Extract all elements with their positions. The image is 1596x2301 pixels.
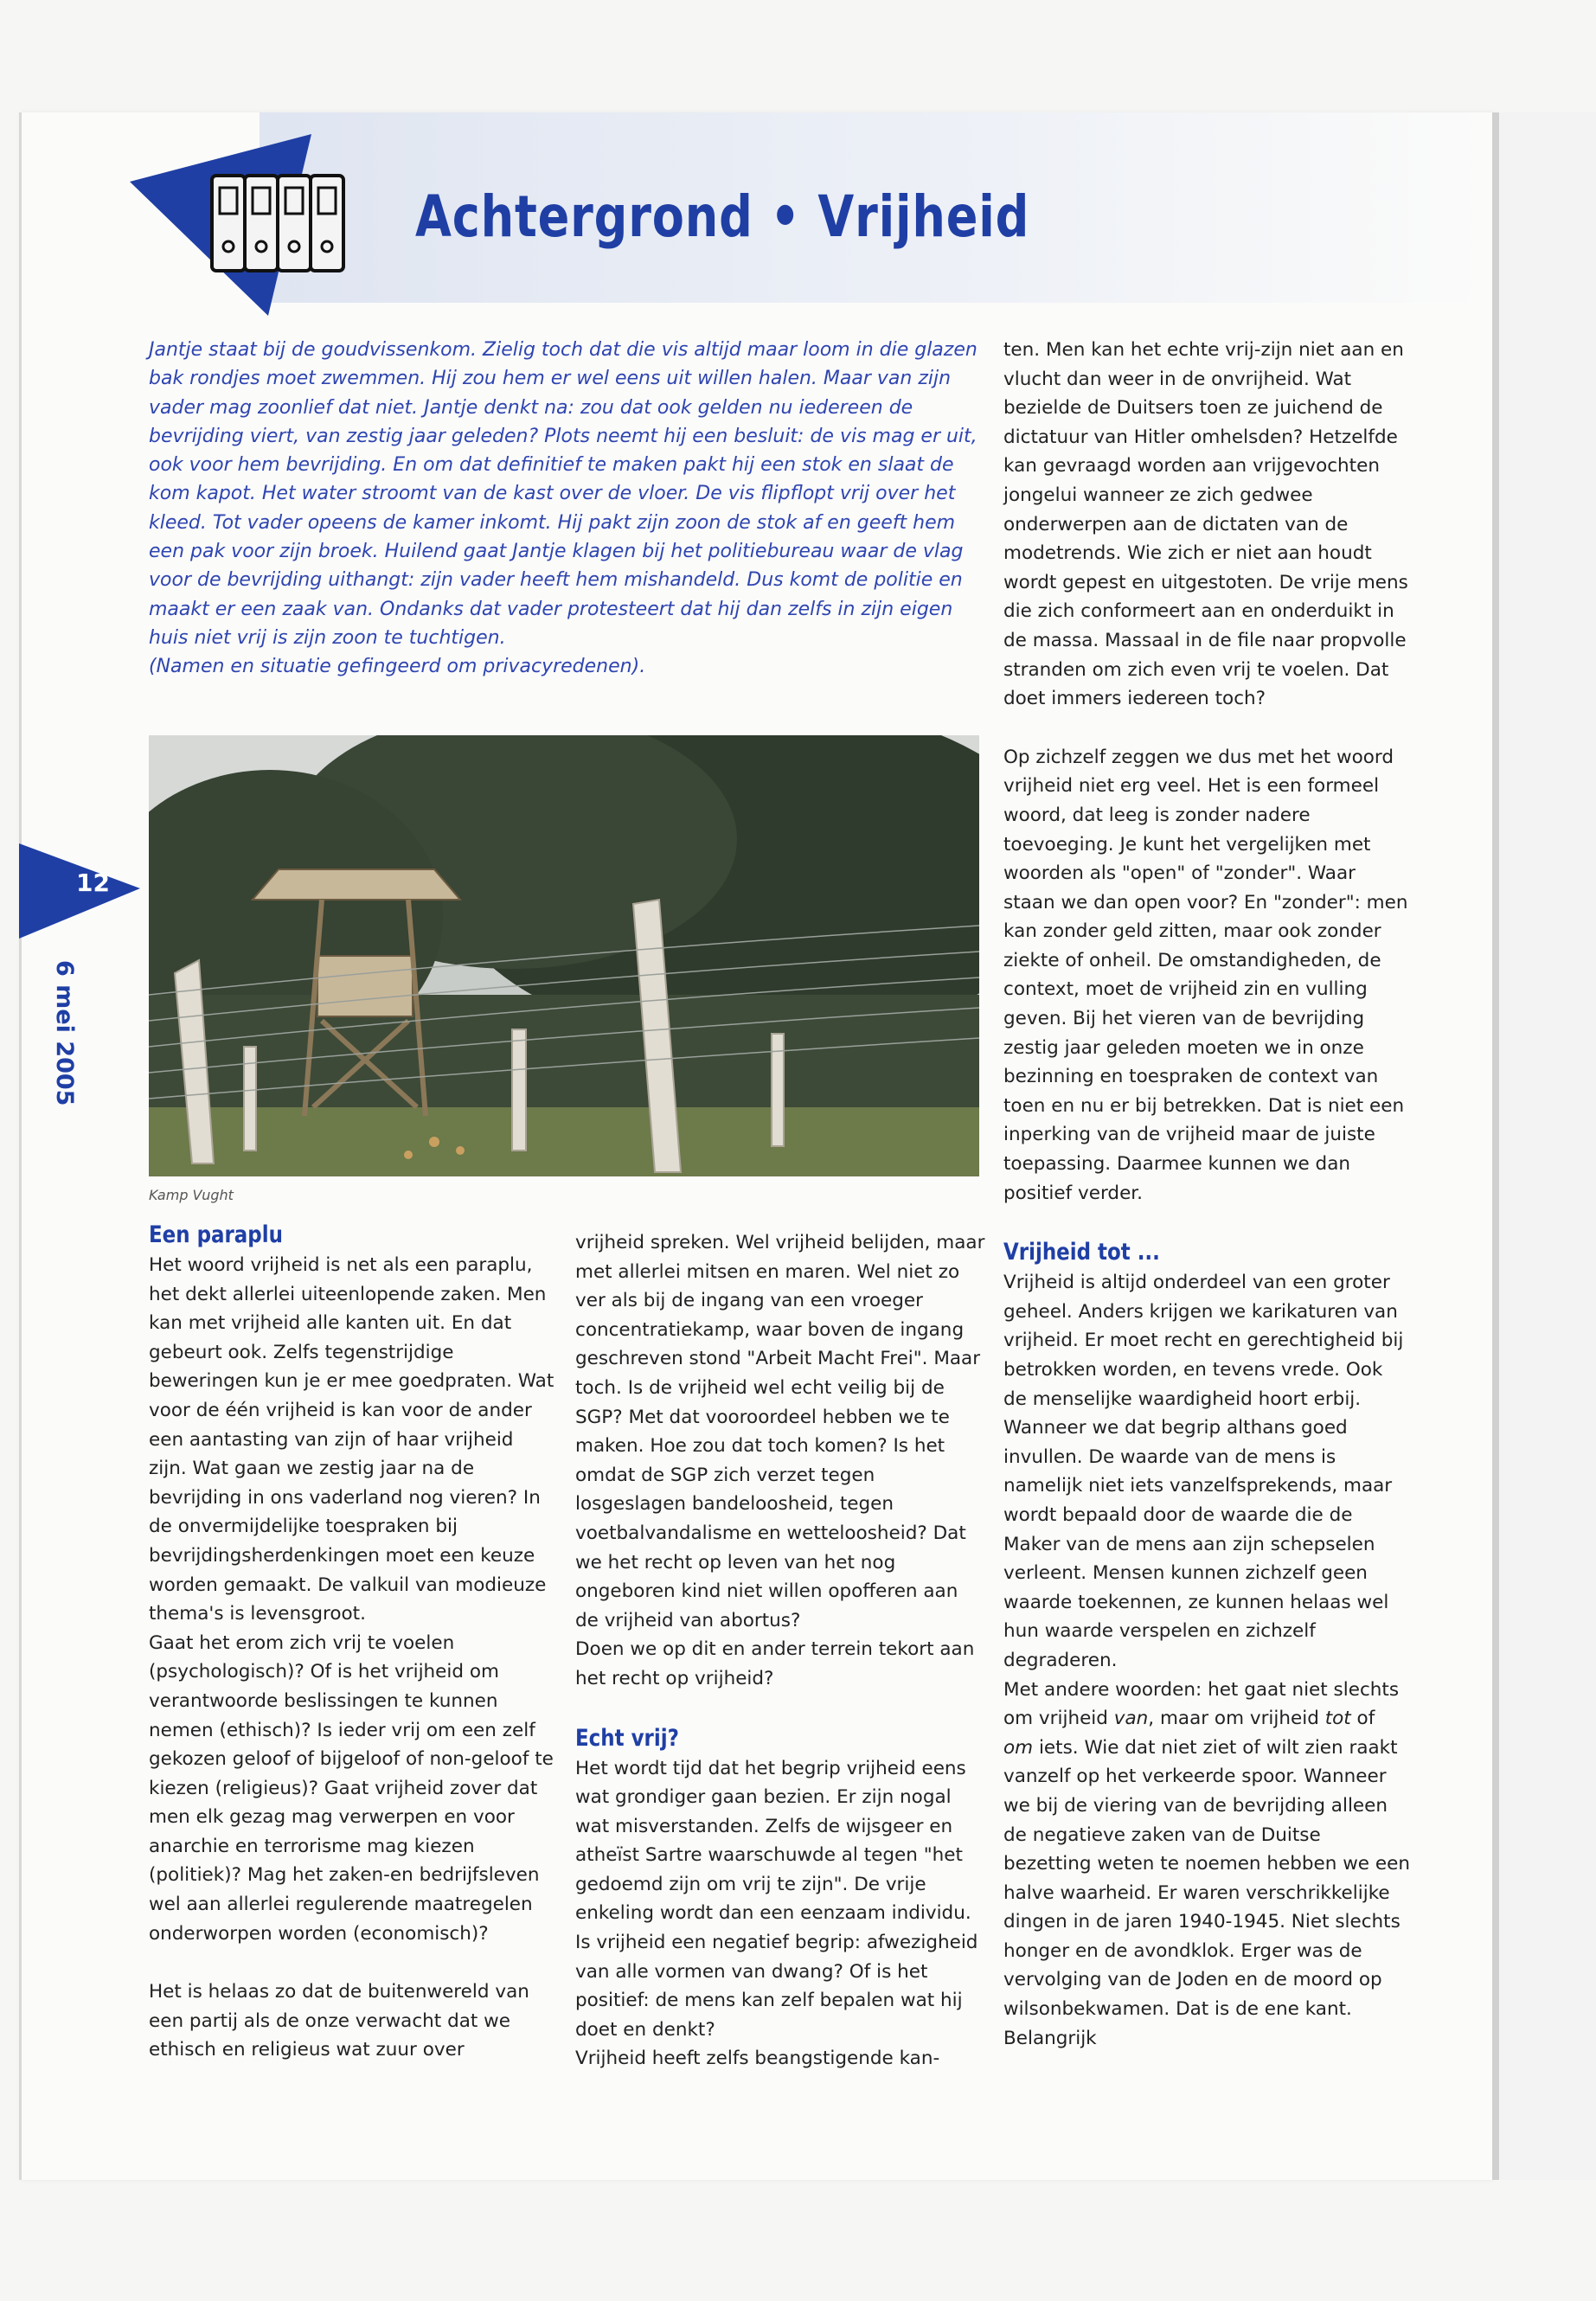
middle-paragraph-4: Is vrijheid een negatief begrip: afwezigheid van alle vormen van dwang? Of is het positief: de mens kan zelf bepalen wat hij doet en denkt? bbox=[575, 1932, 978, 2041]
right-paragraph-4: Met andere woorden: het gaat niet slechts om vrijheid van, maar om vrijheid tot of om iets. Wie dat niet ziet of wilt zien raakt vanzelf op het verkeerde spoor. Wanneer we bij de viering van de bevrijding alleen de negatieve zaken van de Duitse bezetting weten te noemen hebben we een halve waarheid. Er waren verschrikkelijke dingen in de jaren 1940-1945. Niet slechts honger en de avondklok. Erger was de vervolging van de Joden en de moord op wilsonbekwamen. Dat is de ene kant. Belangrijk bbox=[1003, 1678, 1410, 2049]
intro-paragraph: Jantje staat bij de goudvissenkom. Zielig toch dat die vis altijd maar loom in die glazen bak rondjes moet zwemmen. Hij zou hem er wel eens uit willen halen. Maar van zijn vader mag zoonlief dat niet. Jantje denkt na: zou dat ook gelden nu iedereen de bevrijding viert, van zestig jaar geleden? Plots neemt hij een besluit: de vis mag er uit, ook voor hem bevrijding. En om dat definitief te maken pakt hij een stok en slaat de kom kapot. Het water stroomt van de kast over de vloer. De vis flipflopt vrij over het kleed. Tot vader opeens de kamer inkomt. Hij pakt zijn zoon de stok af en geeft hem een pak voor zijn broek. Huilend gaat Jantje klagen bij het politiebureau waar de vlag voor de bevrijding uithangt: zijn vader heeft hem mishandeld. Dus komt de politie en maakt er een zaak van. Ondanks dat vader protesteert dat hij dan zelfs in zijn eigen huis niet vrij is zijn zoon te tuchtigen. bbox=[149, 339, 977, 649]
section-heading-vrijheid-tot: Vrijheid tot ... bbox=[1003, 1239, 1160, 1266]
right-paragraph-2: Op zichzelf zeggen we dus met het woord vrijheid niet erg veel. Het is een formeel woord, dat leeg is zonder nadere toevoeging. Je kunt het vergelijken met woorden als "open" of "zonder". Waar staan we dan open voor? En "zonder": men kan zonder geld zitten, maar ook zonder ziekte of onheil. De omstandigheden, de context, moet de vrijheid zin en vulling geven. Bij het vieren van de bevrijding zestig jaar geleden moeten we in onze bezinning en toespraken de context van toen en nu er bij betrekken. Dat is niet een inperking van de vrijheid maar de juiste toepassing. Daarmee kunnen we dan positief verder. bbox=[1003, 746, 1408, 1204]
section-heading-een-paraplu: Een paraplu bbox=[149, 1221, 283, 1248]
page-number: 12 bbox=[76, 868, 110, 897]
column-left bbox=[149, 1220, 555, 2065]
adjacent-page-edge bbox=[1492, 112, 1596, 2180]
column-middle bbox=[575, 1228, 986, 2073]
middle-paragraph-2: Doen we op dit en ander terrein tekort aan het recht op vrijheid? bbox=[575, 1638, 975, 1689]
left-paragraph-3: Het is helaas zo dat de buitenwereld van een partij als de onze verwacht dat we ethisch en religieus wat zuur over bbox=[149, 1981, 529, 2061]
intro-block bbox=[149, 336, 992, 682]
intro-note: (Namen en situatie gefingeerd om privacyredenen). bbox=[149, 656, 646, 678]
camp-photo bbox=[149, 735, 979, 1176]
page-title: Achtergrond • Vrijheid bbox=[415, 183, 1030, 250]
right-paragraph-3: Vrijheid is altijd onderdeel van een groter geheel. Anders krijgen we karikaturen van vrijheid. Er moet recht en gerechtigheid bij betrokken worden, en tevens vrede. Ook de menselijke waardigheid hoort erbij. Wanneer we dat begrip althans goed invullen. De waarde van de mens is namelijk niet iets vanzelfsprekends, maar wordt bepaald door de waarde die de Maker van de mens aan zijn schepselen verleent. Mensen kunnen zichzelf geen waarde toekennen, ze kunnen helaas wel hun waarde verspelen en zichzelf degraderen. bbox=[1003, 1272, 1404, 1671]
middle-paragraph-1: vrijheid spreken. Wel vrijheid belijden, maar met allerlei mitsen en maren. Wel niet zo ver als bij de ingang van een vroeger concentratiekamp, waar boven de ingang geschreven stond "Arbeit Macht Frei". Maar toch. Is de vrijheid wel echt veilig bij de SGP? Met dat vooroordeel hebben we te maken. Hoe zou dat toch komen? Is het omdat de SGP zich verzet tegen losgeslagen bandeloosheid, tegen voetbalvandalisme en wetteloosheid? Dat we het recht op leven van het nog ongeboren kind niet willen opofferen aan de vrijheid van abortus? bbox=[575, 1232, 985, 1631]
left-paragraph-1: Het woord vrijheid is net als een paraplu, het dekt allerlei uiteenlopende zaken. Men kan met vrijheid alle kanten uit. En dat gebeurt ook. Zelfs tegenstrijdige beweringen kun je er mee goedpraten. Wat voor de één vrijheid is kan voor de ander een aantasting van zijn of haar vrijheid zijn. Wat gaan we zestig jaar na de bevrijding in ons vaderland nog vieren? In de onvermijdelijke toespraken bij bevrijdingsherdenkingen moet een keuze worden gemaakt. De valkuil van modieuze thema's is levensgroot. bbox=[149, 1254, 554, 1625]
binders-logo-icon bbox=[130, 134, 389, 324]
middle-paragraph-3: Het wordt tijd dat het begrip vrijheid eens wat grondiger gaan bezien. Er zijn nogal wat misverstanden. Zelfs de wijsgeer en atheïst Sartre waarschuwde al tegen "het gedoemd zijn om vrij te zijn". De vrije enkeling wordt dan een eenzaam individu. bbox=[575, 1757, 971, 1925]
section-heading-echt-vrij: Echt vrij? bbox=[575, 1724, 679, 1752]
column-right-top bbox=[1003, 336, 1410, 2053]
issue-date: 6 mei 2005 bbox=[51, 960, 78, 1106]
middle-paragraph-5: Vrijheid heeft zelfs beangstigende kan- bbox=[575, 2048, 940, 2070]
left-paragraph-2: Gaat het erom zich vrij te voelen (psychologisch)? Of is het vrijheid om verantwoorde beslissingen te kunnen nemen (ethisch)? Is ieder vrij om een zelf gekozen geloof of bijgeloof of non-geloof te kiezen (religieus)? Gaat vrijheid zover dat men elk gezag mag verwerpen en voor anarchie en terrorisme mag kiezen (politiek)? Mag het zaken-en bedrijfsleven wel aan allerlei regulerende maatregelen onderworpen worden (economisch)? bbox=[149, 1631, 554, 1945]
photo-caption: Kamp Vught bbox=[149, 1187, 234, 1203]
right-paragraph-1: ten. Men kan het echte vrij-zijn niet aan en vlucht dan weer in de onvrijheid. Wat bezielde de Duitsers toen ze juichend de dictatuur van Hitler omhelsden? Hetzelfde kan gevraagd worden aan vrijgevochten jongelui wanneer ze zich gedwee onderwerpen aan de dictaten van de modetrends. Wie zich er niet aan houdt wordt gepest en uitgestoten. De vrije mens die zich conformeert aan en onderduikt in de massa. Massaal in de file naar propvolle stranden om zich even vrij te voelen. Dat doet immers iedereen toch? bbox=[1003, 339, 1408, 710]
